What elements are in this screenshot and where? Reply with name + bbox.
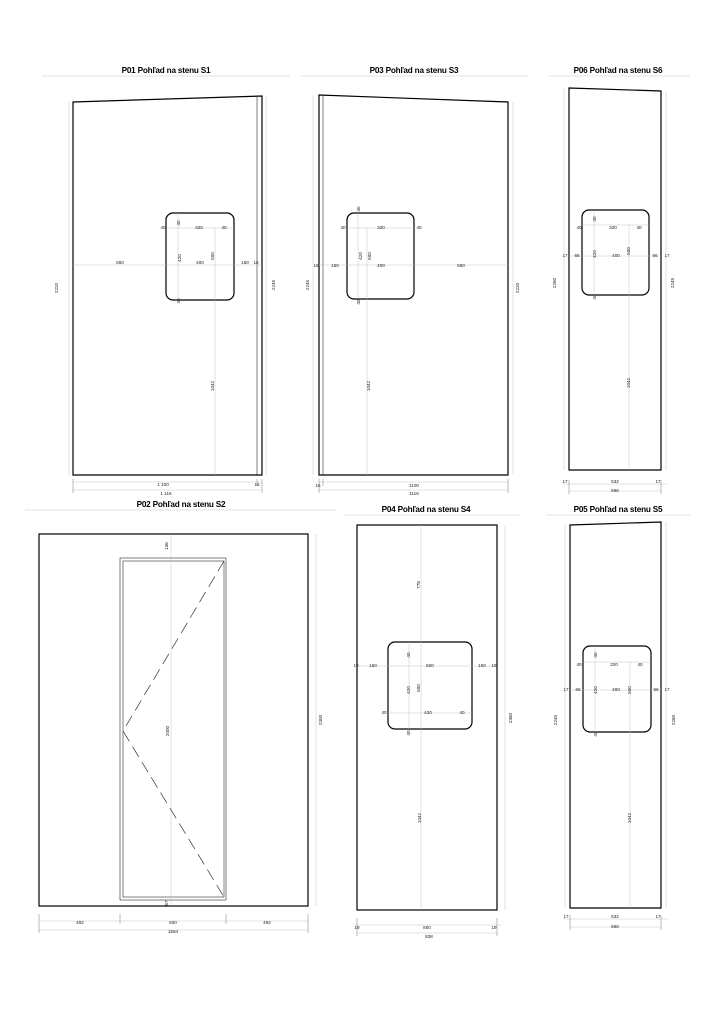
dim-opening-top-width: 320 — [609, 225, 617, 230]
dim-offset-left: 150 — [369, 663, 377, 668]
dim-opening-right: 40 — [637, 662, 643, 667]
dim-width-main: 532 — [611, 914, 619, 919]
dim-opening-width: 400 — [196, 260, 204, 265]
dim-opening-top: 40 — [176, 220, 181, 226]
dim-sill-height: 1042 — [627, 812, 632, 824]
dim-opening-height-inner: 420 — [177, 254, 182, 262]
dim-offset-left: 150 — [331, 263, 339, 268]
dim-bottom-left-19: 19 — [354, 925, 360, 930]
dim-opening-bottom: 40 — [593, 731, 598, 737]
dim-width-16: 16 — [315, 483, 321, 488]
view-p03 — [300, 66, 528, 496]
dim-opening-height-inner: 420 — [358, 252, 363, 260]
dim-bottom-gap: 67 — [164, 900, 169, 906]
view-p05 — [546, 505, 690, 930]
dim-right-19: 19 — [491, 663, 497, 668]
dim-opening-height: 500 — [416, 684, 421, 692]
dim-opening-left: 40 — [381, 710, 387, 715]
dim-opening-width: 400 — [612, 687, 620, 692]
dim-width-total: 1116 — [409, 491, 419, 496]
dim-height-right: 2245 — [271, 279, 276, 291]
dim-width-total: 1584 — [167, 929, 179, 934]
dim-height-left: 2260 — [552, 277, 557, 289]
dim-right-17: 17 — [664, 687, 670, 692]
dim-width-main: 1100 — [409, 483, 419, 488]
dim-height-left: 2245 — [553, 714, 558, 726]
dim-bottom-left-17: 17 — [563, 914, 569, 919]
dim-top-gap: 778 — [416, 581, 421, 589]
dim-offset-right: 550 — [457, 263, 465, 268]
dim-height-left: 2220 — [54, 282, 59, 294]
dim-door-width: 600 — [169, 920, 177, 925]
dim-height-right: 2245 — [670, 277, 675, 289]
wall-opening — [388, 642, 472, 729]
dim-opening-left: 40 — [576, 662, 582, 667]
dim-sill-height: 1042 — [626, 377, 631, 389]
dim-opening-left: 40 — [340, 225, 346, 230]
dim-width-main: 800 — [423, 925, 431, 930]
dim-opening-right: 40 — [459, 710, 465, 715]
dim-opening-left: 40 — [576, 225, 582, 230]
dim-opening-bottom: 40 — [592, 294, 597, 300]
dim-opening-right: 40 — [416, 225, 422, 230]
dim-opening-top: 40 — [592, 216, 597, 222]
dim-opening-width: 400 — [377, 263, 385, 268]
dim-opening-top-width: 500 — [426, 663, 434, 668]
view-title-p03: P03 Pohľad na stenu S3 — [369, 66, 459, 75]
dim-left-width: 492 — [76, 920, 84, 925]
dim-width-total: 838 — [425, 934, 433, 939]
dim-offset-left: 66 — [575, 687, 581, 692]
dim-width-main: 1 100 — [157, 482, 169, 487]
view-title-p02: P02 Pohľad na stenu S2 — [136, 500, 226, 509]
wall-outline-s6 — [569, 88, 661, 470]
view-p01 — [42, 66, 290, 496]
dim-left-16: 16 — [313, 263, 319, 268]
door-frame — [120, 558, 226, 900]
view-title-p01: P01 Pohľad na stenu S1 — [121, 66, 211, 75]
dim-offset-right: 150 — [478, 663, 486, 668]
dim-bottom-right-17: 17 — [655, 479, 661, 484]
door-swing-lines — [123, 561, 224, 897]
dim-door-height: 2000 — [165, 725, 170, 737]
dim-offset-left: 550 — [116, 260, 124, 265]
dim-width-total: 566 — [611, 924, 619, 929]
view-title-p04: P04 Pohľad na stenu S4 — [381, 505, 471, 514]
dim-height-right: 2220 — [515, 282, 520, 294]
wall-outline-s4 — [357, 525, 497, 910]
door-leaf — [123, 561, 224, 897]
dim-opening-height: 500 — [626, 247, 631, 255]
dim-opening-top-width: 320 — [610, 662, 618, 667]
dim-opening-top: 40 — [593, 652, 598, 658]
view-title-p05: P05 Pohľad na stenu S5 — [573, 505, 663, 514]
dim-opening-height: 500 — [210, 252, 215, 260]
dim-opening-right: 40 — [221, 225, 227, 230]
dim-opening-bottom: 40 — [356, 299, 361, 305]
dim-opening-bottom: 40 — [176, 298, 181, 304]
dim-bottom-right-19: 19 — [491, 925, 497, 930]
dim-offset-right: 66 — [652, 253, 658, 258]
view-p04 — [344, 505, 520, 939]
dim-opening-height-inner: 420 — [406, 686, 411, 694]
dim-offset-left: 66 — [574, 253, 580, 258]
dim-left-17: 17 — [562, 253, 568, 258]
dim-right-width: 492 — [263, 920, 271, 925]
dim-bottom-right-17: 17 — [655, 914, 661, 919]
dim-opening-left: 40 — [160, 225, 166, 230]
dim-sill-height: 1042 — [210, 380, 215, 392]
dim-height-right: 2360 — [508, 712, 513, 724]
dim-height-total: 2300 — [318, 714, 323, 726]
view-p02 — [25, 500, 336, 934]
view-p06 — [548, 66, 690, 494]
dim-opening-right: 40 — [636, 225, 642, 230]
dim-width-total: 566 — [611, 488, 619, 493]
wall-outline-s2 — [39, 534, 308, 906]
dim-opening-width: 420 — [424, 710, 432, 715]
dim-bottom-left-17: 17 — [562, 479, 568, 484]
dim-left-17: 17 — [563, 687, 569, 692]
dim-opening-height: 500 — [627, 686, 632, 694]
dim-opening-top: 40 — [406, 652, 411, 658]
dim-left-19: 19 — [353, 663, 359, 668]
dim-opening-bottom: 40 — [406, 730, 411, 736]
dim-offset-right: 150 — [241, 260, 249, 265]
dim-top-gap: 136 — [164, 542, 169, 550]
dim-opening-height-inner: 420 — [593, 686, 598, 694]
view-title-p06: P06 Pohľad na stenu S6 — [573, 66, 663, 75]
dim-opening-top-width: 320 — [195, 225, 203, 230]
wall-outline-s5 — [570, 522, 661, 908]
dim-opening-top-width: 320 — [377, 225, 385, 230]
dim-sill-height: 1042 — [366, 380, 371, 392]
dim-opening-height: 500 — [367, 252, 372, 260]
dim-height-right: 2260 — [671, 714, 676, 726]
dim-opening-height-inner: 420 — [592, 250, 597, 258]
dim-right-16: 16 — [253, 260, 259, 265]
dim-width-main: 532 — [611, 479, 619, 484]
dim-sill-height: 1042 — [417, 812, 422, 824]
dim-offset-right: 66 — [653, 687, 659, 692]
dim-height-left: 2245 — [305, 279, 310, 291]
dim-right-17: 17 — [664, 253, 670, 258]
dim-opening-top: 40 — [356, 206, 361, 212]
dim-width-16: 16 — [254, 482, 260, 487]
dim-width-total: 1 116 — [160, 491, 172, 496]
dim-opening-width: 400 — [612, 253, 620, 258]
